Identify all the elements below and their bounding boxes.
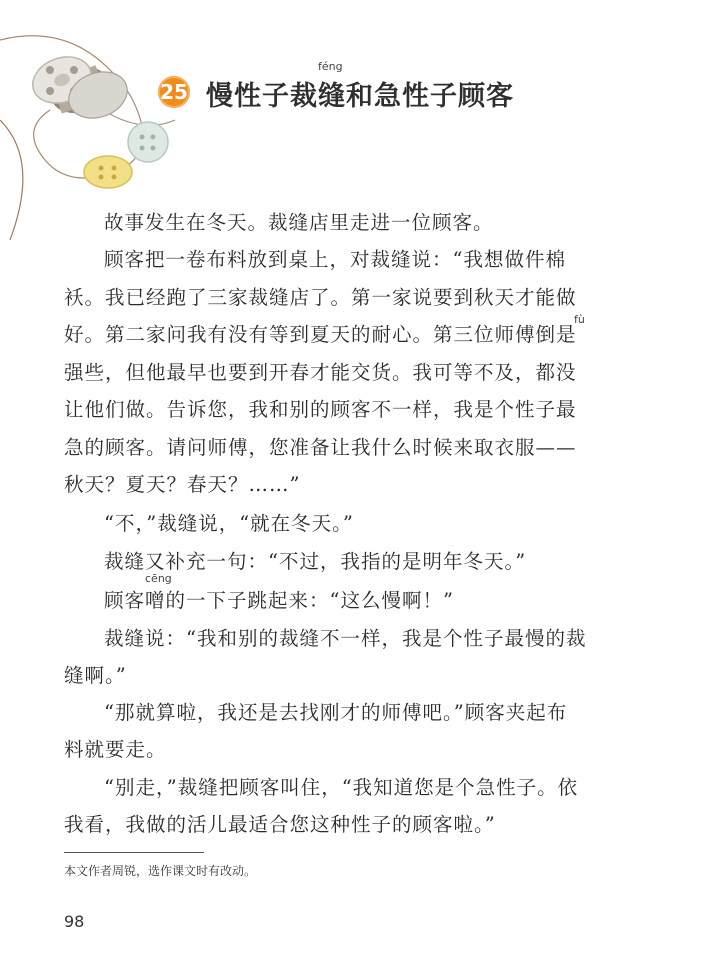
paragraph-line: “不，”裁缝说，“就在冬天。” [104, 512, 354, 535]
paragraph-line: 我看，我做的活儿最适合您这种性子的顾客啦。” [64, 813, 496, 836]
lesson-number-badge: 25 [158, 76, 190, 108]
paragraph-line: 秋天？夏天？春天？……” [64, 473, 301, 496]
paragraph-line: 强些，但他最早也要到开春才能交货。我可等不及，都没 [64, 361, 577, 384]
paragraph-line: 故事发生在冬天。裁缝店里走进一位顾客。 [104, 211, 494, 234]
pinyin-annotation-ceng: cēng [145, 572, 172, 585]
paragraph-line: 顾客把一卷布料放到桌上，对裁缝说：“我想做件棉 [104, 248, 566, 271]
lesson-title: 慢性子裁缝和急性子顾客 [206, 81, 514, 112]
paragraph-line: 让他们做。告诉您，我和别的顾客不一样，我是个性子最 [64, 398, 577, 421]
paragraph-line: 裁缝又补充一句：“不过，我指的是明年冬天。” [104, 550, 527, 573]
button-icon [128, 122, 168, 162]
footnote: 本文作者周锐，选作课文时有改动。 [64, 864, 257, 878]
paragraph-line: 裁缝说：“我和别的裁缝不一样，我是个性子最慢的裁 [104, 627, 587, 650]
button-icon [84, 156, 132, 188]
footnote-divider [64, 852, 204, 853]
spool-icon [26, 49, 133, 126]
pinyin-annotation-fu: fù [574, 313, 585, 326]
paragraph-line: “别走，”裁缝把顾客叫住，“我知道您是个急性子。依 [104, 776, 579, 799]
paragraph-line: 料就要走。 [64, 738, 167, 761]
paragraph-line: 顾客噌的一下子跳起来：“这么慢啊！” [104, 589, 454, 612]
page-number: 98 [64, 912, 85, 931]
paragraph-line: 袄。我已经跑了三家裁缝店了。第一家说要到秋天才能做 [64, 286, 577, 309]
paragraph-line: 缝啊。” [64, 664, 127, 687]
title-pinyin-annotation: féng [318, 60, 343, 73]
paragraph-line: 好。第二家问我有没有等到夏天的耐心。第三位师傅倒是 [64, 323, 577, 346]
paragraph-line: “那就算啦，我还是去找刚才的师傅吧。”顾客夹起布 [104, 701, 568, 724]
paragraph-line: 急的顾客。请问师傅，您准备让我什么时候来取衣服—— [64, 436, 577, 459]
